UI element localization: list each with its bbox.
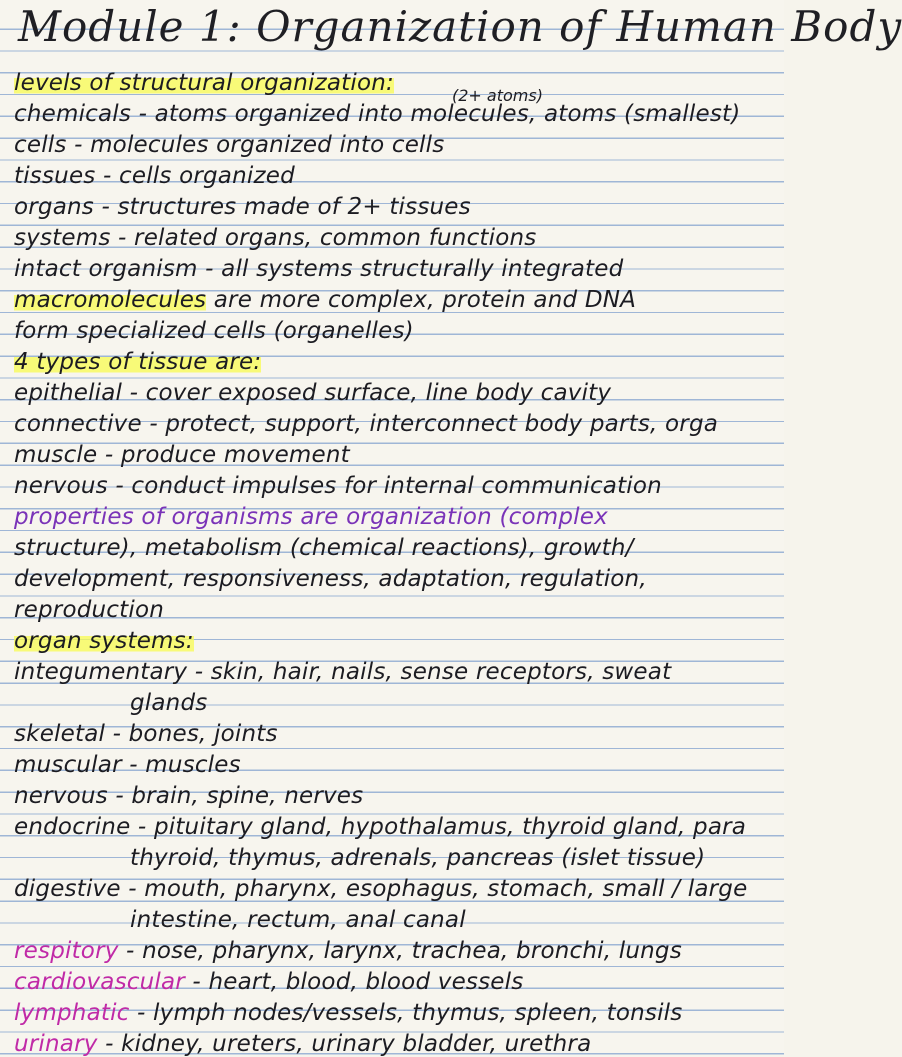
annotation-note: (2+ atoms) — [452, 86, 543, 105]
note-line: nervous - brain, spine, nerves — [14, 783, 364, 809]
note-line: levels of structural organization: — [14, 70, 394, 96]
note-line: connective - protect, support, interconnect body parts, orga — [14, 411, 719, 437]
note-line: skeletal - bones, joints — [14, 721, 278, 747]
note-line: intestine, rectum, anal canal — [130, 907, 466, 933]
note-line: respitory - nose, pharynx, larynx, trachea, bronchi, lungs — [14, 938, 682, 964]
note-line: urinary - kidney, ureters, urinary bladder, urethra — [14, 1031, 592, 1057]
note-line: organs - structures made of 2+ tissues — [14, 194, 471, 220]
note-line: digestive - mouth, pharynx, esophagus, stomach, small / large — [14, 876, 748, 902]
note-line: nervous - conduct impulses for internal communication — [14, 473, 662, 499]
note-line: thyroid, thymus, adrenals, pancreas (islet tissue) — [130, 845, 706, 871]
note-line: lymphatic - lymph nodes/vessels, thymus, spleen, tonsils — [14, 1000, 683, 1026]
note-line: macromolecules are more complex, protein and DNA — [14, 287, 637, 313]
note-line: intact organism - all systems structurally integrated — [14, 256, 624, 282]
note-line: reproduction — [14, 597, 165, 623]
note-line: integumentary - skin, hair, nails, sense receptors, sweat — [14, 659, 672, 685]
note-line: endocrine - pituitary gland, hypothalamus, thyroid gland, para — [14, 814, 747, 840]
page-title: Module 1: Organization of Human Body — [18, 2, 902, 51]
note-line: muscular - muscles — [14, 752, 241, 778]
note-line: chemicals - atoms organized into molecules, atoms (smallest) — [14, 101, 741, 127]
note-line: systems - related organs, common functions — [14, 225, 537, 251]
note-line: tissues - cells organized — [14, 163, 295, 189]
note-line: structure), metabolism (chemical reactions), growth/ — [14, 535, 634, 561]
note-line: development, responsiveness, adaptation, regulation, — [14, 566, 647, 592]
note-line: properties of organisms are organization (complex — [14, 504, 608, 530]
note-line: epithelial - cover exposed surface, line body cavity — [14, 380, 612, 406]
note-line: cardiovascular - heart, blood, blood vessels — [14, 969, 524, 995]
note-line: cells - molecules organized into cells — [14, 132, 445, 158]
note-line: glands — [130, 690, 208, 716]
note-line: form specialized cells (organelles) — [14, 318, 414, 344]
note-line: organ systems: — [14, 628, 194, 654]
note-line: 4 types of tissue are: — [14, 349, 262, 375]
note-line: muscle - produce movement — [14, 442, 350, 468]
